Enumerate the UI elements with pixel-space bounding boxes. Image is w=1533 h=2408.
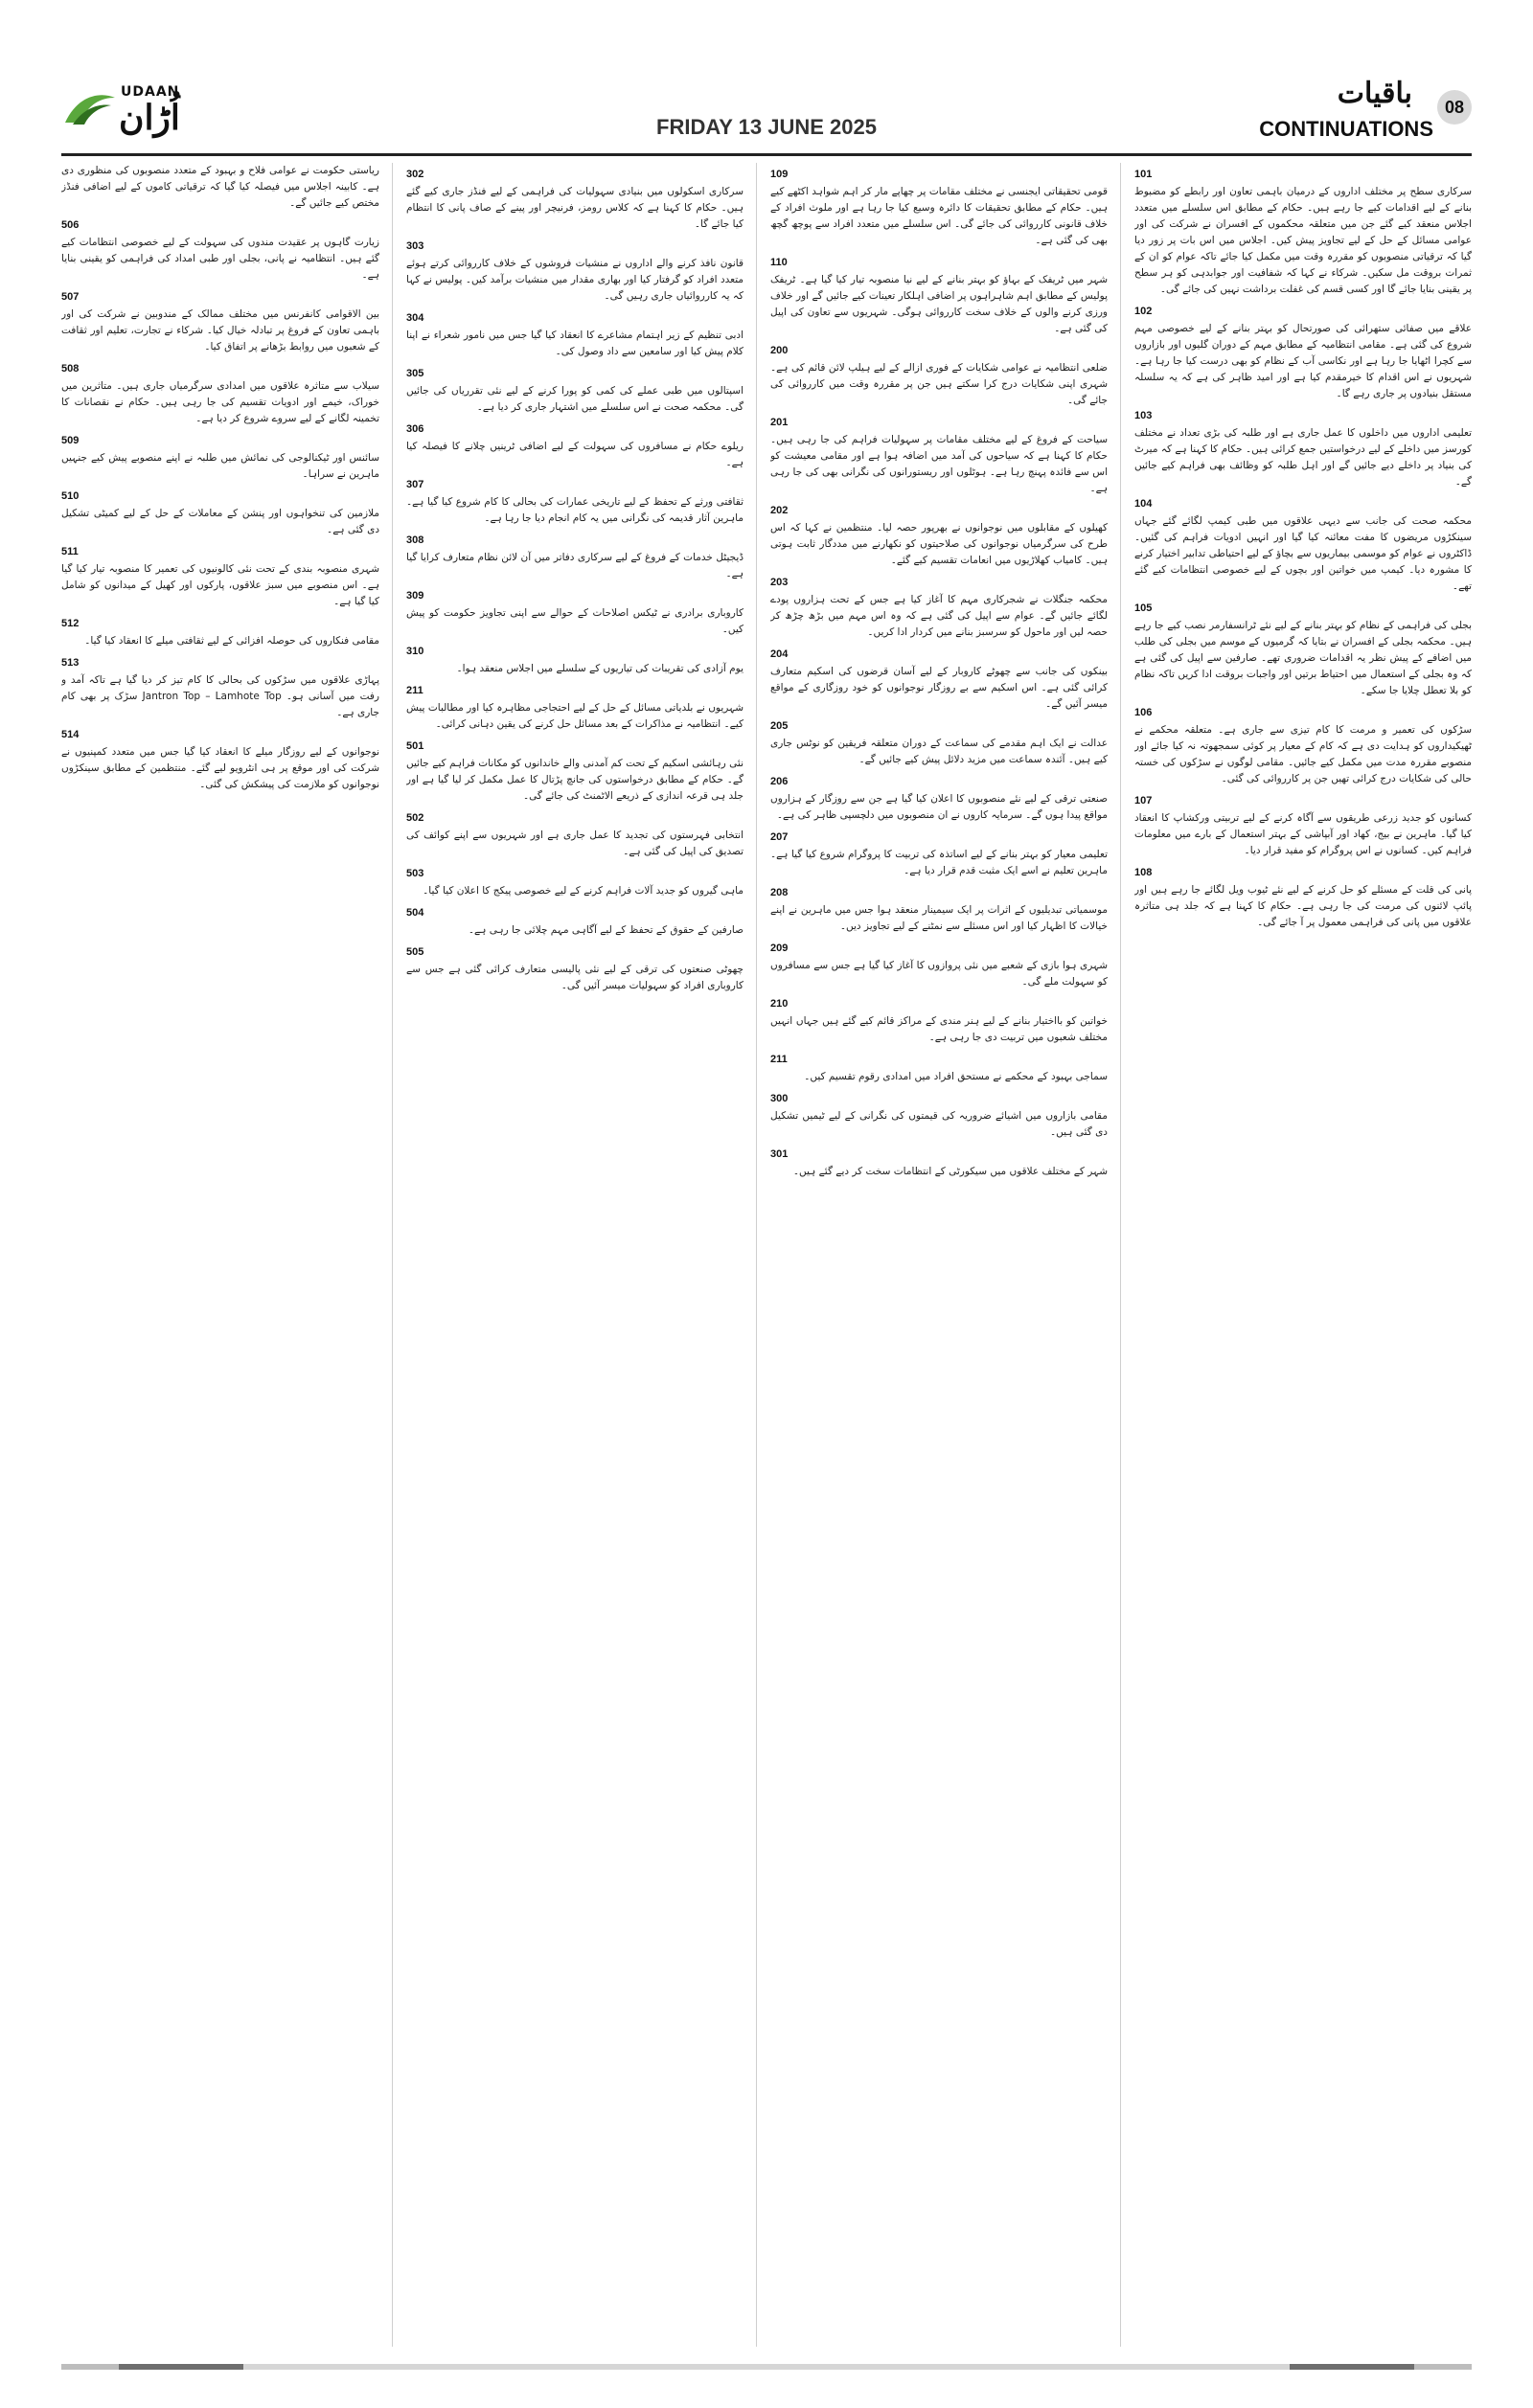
article-paragraph: نئی رہائشی اسکیم کے تحت کم آمدنی والے خاندانوں کو مکانات فراہم کیے جائیں گے۔ حکام کے مطابق درخواستوں کی جانچ پڑتال کا عمل مکمل کر لیا گیا ہے اور جلد ہی قرعہ اندازی کے ذریعے الاٹمنٹ کی جائے گی۔ (406, 758, 744, 802)
column-4 (61, 163, 379, 2347)
article-paragraph: سیاحت کے فروغ کے لیے مختلف مقامات پر سہولیات فراہم کی جا رہی ہیں۔ حکام کا کہنا ہے کہ سیاحوں کی آمد میں اضافہ ہوا ہے اور مقامی معیشت کو اس سے فائدہ پہنچ رہا ہے۔ ہوٹلوں اور ریستورانوں کی نگرانی بھی کی جا رہی ہے۔ (770, 434, 1108, 494)
article-number: 109 (770, 169, 789, 180)
article-paragraph: صارفین کے حقوق کے تحفظ کے لیے آگاہی مہم چلائی جا رہی ہے۔ (468, 924, 744, 936)
footer-bar-segment (243, 2364, 1290, 2370)
article-paragraph: تعلیمی اداروں میں داخلوں کا عمل جاری ہے اور طلبہ کی بڑی تعداد نے مختلف کورسز میں داخلے کے لیے درخواستیں جمع کرائی ہیں۔ حکام کا کہنا ہے کہ میرٹ کی بنیاد پر داخلے دیے جائیں گے اور اہل طلبہ کو وظائف بھی فراہم کیے جائیں گے۔ (1134, 427, 1472, 488)
article-number: 108 (1134, 867, 1153, 878)
article-paragraph: سماجی بہبود کے محکمے نے مستحق افراد میں امدادی رقوم تقسیم کیں۔ (804, 1071, 1108, 1082)
article-number: 211 (770, 1054, 788, 1065)
article-paragraph: یوم آزادی کی تقریبات کی تیاریوں کے سلسلے میں اجلاس منعقد ہوا۔ (456, 663, 744, 674)
section-title (1259, 77, 1472, 149)
article-number: 505 (406, 946, 424, 958)
article-paragraph: بین الاقوامی کانفرنس میں مختلف ممالک کے مندوبین نے شرکت کی اور باہمی تعاون کے فروغ پر تبادلہ خیال کیا۔ شرکاء نے تجارت، تعلیم اور ثقافت کے شعبوں میں روابط بڑھانے پر اتفاق کیا۔ (61, 308, 379, 352)
article-number: 211 (406, 685, 423, 696)
article-paragraph: سڑکوں کی تعمیر و مرمت کا کام تیزی سے جاری ہے۔ متعلقہ محکمے نے ٹھیکیداروں کو ہدایت دی ہے کہ کام کے معیار پر کوئی سمجھوتہ نہ کیا جائے اور منصوبے مقررہ مدت میں مکمل کیے جائیں۔ مقامی لوگوں نے سڑکوں کی خستہ حالی کی شکایات درج کرائی تھیں جن پر کارروائی کی گئی۔ (1134, 724, 1472, 784)
article-paragraph: شہری منصوبہ بندی کے تحت نئی کالونیوں کی تعمیر کا منصوبہ تیار کیا گیا ہے۔ اس منصوبے میں سبز علاقوں، پارکوں اور کھیل کے میدانوں کو شامل کیا گیا ہے۔ (61, 563, 379, 607)
article-paragraph: اسپتالوں میں طبی عملے کی کمی کو پورا کرنے کے لیے نئی تقرریاں کی جائیں گی۔ محکمہ صحت نے اس سلسلے میں اشتہار جاری کر دیا ہے۔ (406, 385, 744, 413)
article-number: 305 (406, 368, 424, 379)
article-number: 206 (770, 776, 789, 787)
article-paragraph: بجلی کی فراہمی کے نظام کو بہتر بنانے کے لیے نئے ٹرانسفارمر نصب کیے جا رہے ہیں۔ محکمہ بجلی کے افسران نے بتایا کہ گرمیوں کے موسم میں بجلی کی طلب میں اضافے کے پیش نظر یہ اقدامات ضروری تھے۔ صارفین سے اپیل کی گئی ہے کہ وہ بجلی کے استعمال میں احتیاط برتیں اور واجبات بروقت ادا کریں تاکہ نظام کو بلا تعطل چلایا جا سکے۔ (1134, 620, 1472, 696)
article-paragraph: شہری ہوا بازی کے شعبے میں نئی پروازوں کا آغاز کیا گیا ہے جس سے مسافروں کو سہولت ملے گی۔ (770, 960, 1108, 988)
article-paragraph: پہاڑی علاقوں میں سڑکوں کی بحالی کا کام تیز کر دیا گیا ہے تاکہ آمد و رفت میں آسانی ہو۔ Jantron Top – Lamhote Top سڑک پر بھی کام جاری ہے۔ (61, 674, 379, 718)
article-number: 207 (770, 831, 789, 843)
article-number: 513 (61, 657, 80, 669)
article-number: 209 (770, 943, 789, 954)
article-paragraph: سیلاب سے متاثرہ علاقوں میں امدادی سرگرمیاں جاری ہیں۔ متاثرین میں خوراک، خیمے اور ادویات تقسیم کی جا رہی ہیں۔ حکام نے نقصانات کا تخمینہ لگانے کے لیے سروے شروع کر دیا ہے۔ (61, 380, 379, 424)
masthead (61, 77, 1472, 153)
article-number: 307 (406, 479, 424, 490)
logo-latin-text: UDAAN (121, 84, 180, 100)
footer-bar-segment (119, 2364, 243, 2370)
article-number: 514 (61, 729, 80, 740)
footer-bar-segment (61, 2364, 119, 2370)
article-number: 208 (770, 887, 789, 898)
article-number: 309 (406, 590, 424, 602)
article-paragraph: شہر میں ٹریفک کے بہاؤ کو بہتر بنانے کے لیے نیا منصوبہ تیار کیا گیا ہے۔ ٹریفک پولیس کے مطابق اہم شاہراہوں پر اضافی اہلکار تعینات کیے جائیں گے اور خلاف ورزی کرنے والوں کے خلاف سخت کارروائی ہوگی۔ شہریوں سے تعاون کی اپیل کی گئی ہے۔ (770, 274, 1108, 334)
issue-date: FRIDAY 13 JUNE 2025 (656, 115, 877, 139)
article-paragraph: ادبی تنظیم کے زیر اہتمام مشاعرے کا انعقاد کیا گیا جس میں نامور شعراء نے اپنا کلام پیش کیا اور سامعین سے داد وصول کی۔ (406, 329, 744, 357)
article-paragraph: مقامی فنکاروں کی حوصلہ افزائی کے لیے ثقافتی میلے کا انعقاد کیا گیا۔ (84, 635, 379, 647)
article-number: 106 (1134, 707, 1153, 718)
article-number: 504 (406, 907, 424, 919)
article-number: 512 (61, 618, 80, 629)
article-columns (61, 163, 1472, 2347)
article-number: 102 (1134, 306, 1153, 317)
article-paragraph: شہر کے مختلف علاقوں میں سیکورٹی کے انتظامات سخت کر دیے گئے ہیں۔ (792, 1166, 1108, 1177)
article-paragraph: سرکاری سطح پر مختلف اداروں کے درمیان باہمی تعاون اور رابطے کو مضبوط بنانے کے لیے اقدامات کیے جا رہے ہیں۔ حکام کے مطابق اس سلسلے میں متعدد اجلاس منعقد کیے گئے جن میں متعلقہ محکموں کے افسران نے شرکت کی اور عوامی مسائل کے حل کے لیے تجاویز پیش کیں۔ اجلاس میں اس بات پر زور دیا گیا کہ ترقیاتی منصوبوں کو مقررہ وقت میں مکمل کیا جائے تاکہ عوام کو ان کے ثمرات بروقت مل سکیں۔ شرکاء نے کہا کہ شفافیت اور جوابدہی کو ہر سطح پر یقینی بنایا جائے گا اور کسی قسم کی غفلت برداشت نہیں کی جائے گی۔ (1134, 186, 1472, 295)
article-number: 105 (1134, 602, 1153, 614)
article-paragraph: ریلوے حکام نے مسافروں کی سہولت کے لیے اضافی ٹرینیں چلانے کا فیصلہ کیا ہے۔ (406, 441, 744, 468)
article-paragraph: ڈیجیٹل خدمات کے فروغ کے لیے سرکاری دفاتر میں آن لائن نظام متعارف کرایا گیا ہے۔ (406, 552, 744, 579)
article-number: 308 (406, 534, 424, 546)
article-paragraph: بینکوں کی جانب سے چھوٹے کاروبار کے لیے آسان قرضوں کی اسکیم متعارف کرائی گئی ہے۔ اس اسکیم سے بے روزگار نوجوانوں کو خود روزگاری کے مواقع میسر آئیں گے۔ (770, 666, 1108, 710)
article-paragraph: محکمہ جنگلات نے شجرکاری مہم کا آغاز کیا ہے جس کے تحت ہزاروں پودے لگائے جائیں گے۔ عوام سے اپیل کی گئی ہے کہ وہ اس مہم میں بڑھ چڑھ کر حصہ لیں اور ماحول کو سرسبز بنانے میں کردار ادا کریں۔ (770, 594, 1108, 638)
article-number: 104 (1134, 498, 1153, 510)
footer-bar-segment (1290, 2364, 1414, 2370)
article-number: 506 (61, 219, 80, 231)
article-paragraph: عدالت نے ایک اہم مقدمے کی سماعت کے دوران متعلقہ فریقین کو نوٹس جاری کیے ہیں۔ آئندہ سماعت میں مزید دلائل پیش کیے جائیں گے۔ (770, 738, 1108, 765)
article-paragraph: صنعتی ترقی کے لیے نئے منصوبوں کا اعلان کیا گیا ہے جن سے روزگار کے ہزاروں مواقع پیدا ہوں گے۔ سرمایہ کاروں نے ان منصوبوں میں دلچسپی ظاہر کی ہے۔ (770, 793, 1108, 821)
article-number: 210 (770, 998, 789, 1010)
article-number: 302 (406, 169, 424, 180)
article-number: 201 (770, 417, 789, 428)
article-number: 303 (406, 240, 424, 252)
article-number: 501 (406, 740, 424, 752)
article-number: 300 (770, 1093, 789, 1104)
article-paragraph: خواتین کو بااختیار بنانے کے لیے ہنر مندی کے مراکز قائم کیے گئے ہیں جہاں انہیں مختلف شعبوں میں تربیت دی جا رہی ہے۔ (770, 1015, 1108, 1043)
column-divider (1120, 163, 1121, 2347)
article-paragraph: انتخابی فہرستوں کی تجدید کا عمل جاری ہے اور شہریوں سے اپنے کوائف کی تصدیق کی اپیل کی گئی ہے۔ (406, 829, 744, 857)
article-paragraph: شہریوں نے بلدیاتی مسائل کے حل کے لیے احتجاجی مظاہرہ کیا اور مطالبات پیش کیے۔ انتظامیہ نے مذاکرات کے بعد مسائل حل کرنے کی یقین دہانی کرائی۔ (406, 702, 744, 730)
article-paragraph: قانون نافذ کرنے والے اداروں نے منشیات فروشوں کے خلاف کارروائی کرتے ہوئے متعدد افراد کو گرفتار کیا اور بھاری مقدار میں منشیات برآمد کیں۔ پولیس نے کہا کہ یہ کارروائیاں جاری رہیں گی۔ (406, 258, 744, 302)
column-3 (406, 163, 744, 2347)
column-divider (392, 163, 393, 2347)
article-paragraph: ماہی گیروں کو جدید آلات فراہم کرنے کے لیے خصوصی پیکج کا اعلان کیا گیا۔ (423, 885, 744, 897)
column-1 (1134, 163, 1472, 2347)
article-number: 203 (770, 577, 789, 588)
article-number: 508 (61, 363, 80, 375)
column-divider (756, 163, 757, 2347)
article-number: 301 (770, 1148, 789, 1160)
article-paragraph: سرکاری اسکولوں میں بنیادی سہولیات کی فراہمی کے لیے فنڈز جاری کیے گئے ہیں۔ حکام کا کہنا ہے کہ کلاس رومز، فرنیچر اور پینے کے صاف پانی کا انتظام کیا جائے گا۔ (406, 186, 744, 230)
article-paragraph: پانی کی قلت کے مسئلے کو حل کرنے کے لیے نئے ٹیوب ویل لگائے جا رہے ہیں اور پائپ لائنوں کی مرمت کی جا رہی ہے۔ حکام کا کہنا ہے کہ جلد ہی متاثرہ علاقوں میں پانی کی فراہمی معمول پر آ جائے گی۔ (1134, 884, 1472, 928)
article-paragraph: کھیلوں کے مقابلوں میں نوجوانوں نے بھرپور حصہ لیا۔ منتظمین نے کہا کہ اس طرح کی سرگرمیاں نوجوانوں کی صلاحیتوں کو نکھارنے میں مددگار ثابت ہوتی ہیں۔ کامیاب کھلاڑیوں میں انعامات تقسیم کیے گئے۔ (770, 522, 1108, 566)
footer-bar (61, 2364, 1472, 2370)
section-title-english: CONTINUATIONS (1259, 117, 1433, 141)
article-paragraph: کاروباری برادری نے ٹیکس اصلاحات کے حوالے سے اپنی تجاویز حکومت کو پیش کیں۔ (406, 607, 744, 635)
article-number: 200 (770, 345, 789, 356)
article-paragraph: ریاستی حکومت نے عوامی فلاح و بہبود کے متعدد منصوبوں کی منظوری دی ہے۔ کابینہ اجلاس میں فیصلہ کیا گیا کہ ترقیاتی کاموں کے لیے اضافی فنڈز مختص کیے جائیں گے۔ (61, 165, 379, 209)
article-paragraph: زیارت گاہوں پر عقیدت مندوں کی سہولت کے لیے خصوصی انتظامات کیے گئے ہیں۔ انتظامیہ نے پانی، بجلی اور طبی امداد کی فراہمی کو یقینی بنایا ہے۔ (61, 237, 379, 281)
article-number: 502 (406, 812, 424, 824)
article-number: 101 (1134, 169, 1153, 180)
article-paragraph: چھوٹی صنعتوں کی ترقی کے لیے نئی پالیسی متعارف کرائی گئی ہے جس سے کاروباری افراد کو سہولیات میسر آئیں گی۔ (406, 964, 744, 991)
article-paragraph: تعلیمی معیار کو بہتر بنانے کے لیے اساتذہ کی تربیت کا پروگرام شروع کیا گیا ہے۔ ماہرین تعلیم نے اسے ایک مثبت قدم قرار دیا ہے۔ (770, 849, 1108, 876)
article-number: 103 (1134, 410, 1153, 421)
article-paragraph: ثقافتی ورثے کے تحفظ کے لیے تاریخی عمارات کی بحالی کا کام شروع کیا گیا ہے۔ ماہرین آثار قدیمہ کی نگرانی میں یہ کام انجام دیا جا رہا ہے۔ (406, 496, 744, 524)
article-number: 204 (770, 648, 789, 660)
article-paragraph: سائنس اور ٹیکنالوجی کی نمائش میں طلبہ نے اپنے منصوبے پیش کیے جنہیں ماہرین نے سراہا۔ (61, 452, 379, 480)
article-number: 107 (1134, 795, 1153, 806)
header-rule (61, 153, 1472, 156)
article-paragraph: کسانوں کو جدید زرعی طریقوں سے آگاہ کرنے کے لیے تربیتی ورکشاپ کا انعقاد کیا گیا۔ ماہرین نے بیج، کھاد اور آبپاشی کے بہتر استعمال کے بارے میں معلومات فراہم کیں۔ کسانوں نے اس پروگرام کو مفید قرار دیا۔ (1134, 812, 1472, 856)
article-number: 511 (61, 546, 79, 557)
section-title-urdu: باقیات (1337, 77, 1412, 110)
article-number: 205 (770, 720, 789, 732)
article-number: 507 (61, 291, 80, 303)
article-paragraph: علاقے میں صفائی ستھرائی کی صورتحال کو بہتر بنانے کے لیے خصوصی مہم شروع کی گئی ہے۔ مقامی انتظامیہ کے مطابق مہم کے دوران گلیوں اور بازاروں سے کچرا اٹھایا جا رہا ہے اور نکاسی آب کے نظام کو بھی درست کیا جا رہا ہے۔ شہریوں نے اس اقدام کا خیرمقدم کیا ہے اور امید ظاہر کی ہے کہ یہ سلسلہ مستقل بنیادوں پر جاری رہے گا۔ (1134, 323, 1472, 399)
footer-bar-segment (1414, 2364, 1472, 2370)
article-number: 306 (406, 423, 424, 435)
article-number: 202 (770, 505, 789, 516)
article-number: 304 (406, 312, 424, 324)
article-number: 510 (61, 490, 80, 502)
article-paragraph: مقامی بازاروں میں اشیائے ضروریہ کی قیمتوں کی نگرانی کے لیے ٹیمیں تشکیل دی گئی ہیں۔ (770, 1110, 1108, 1138)
article-paragraph: ضلعی انتظامیہ نے عوامی شکایات کے فوری ازالے کے لیے ہیلپ لائن قائم کی ہے۔ شہری اپنی شکایات درج کرا سکتے ہیں جن پر مقررہ وقت میں کارروائی کی جائے گی۔ (770, 362, 1108, 406)
article-number: 110 (770, 257, 788, 268)
logo-urdu-text: اُڑان (119, 98, 180, 138)
article-number: 503 (406, 868, 424, 879)
page-number-badge: 08 (1437, 90, 1472, 125)
article-paragraph: ملازمین کی تنخواہوں اور پنشن کے معاملات کے حل کے لیے کمیٹی تشکیل دی گئی ہے۔ (61, 508, 379, 535)
article-number: 310 (406, 646, 424, 657)
article-number: 509 (61, 435, 80, 446)
article-paragraph: قومی تحقیقاتی ایجنسی نے مختلف مقامات پر چھاپے مار کر اہم شواہد اکٹھے کیے ہیں۔ حکام کے مطابق تحقیقات کا دائرہ وسیع کیا جا رہا ہے اور ملوث افراد کے خلاف قانونی کارروائی کی جائے گی۔ اس سلسلے میں متعدد افراد سے پوچھ گچھ بھی کی گئی ہے۔ (770, 186, 1108, 246)
article-paragraph: محکمہ صحت کی جانب سے دیہی علاقوں میں طبی کیمپ لگائے گئے جہاں سینکڑوں مریضوں کا مفت معائنہ کیا گیا اور انہیں ادویات فراہم کی گئیں۔ ڈاکٹروں نے عوام کو موسمی بیماریوں سے بچاؤ کے لیے احتیاطی تدابیر اختیار کرنے کا مشورہ دیا۔ کیمپ میں خواتین اور بچوں کے لیے خصوصی انتظامات کیے گئے تھے۔ (1134, 515, 1472, 592)
article-paragraph: نوجوانوں کے لیے روزگار میلے کا انعقاد کیا گیا جس میں متعدد کمپنیوں نے شرکت کی اور موقع پر ہی انٹرویو لیے گئے۔ منتظمین کے مطابق سینکڑوں نوجوانوں کو ملازمت کی پیشکش کی گئی۔ (61, 746, 379, 790)
article-paragraph: موسمیاتی تبدیلیوں کے اثرات پر ایک سیمینار منعقد ہوا جس میں ماہرین نے اپنے خیالات کا اظہار کیا اور اس مسئلے سے نمٹنے کے لیے تجاویز دیں۔ (770, 904, 1108, 932)
column-2 (770, 163, 1108, 2347)
